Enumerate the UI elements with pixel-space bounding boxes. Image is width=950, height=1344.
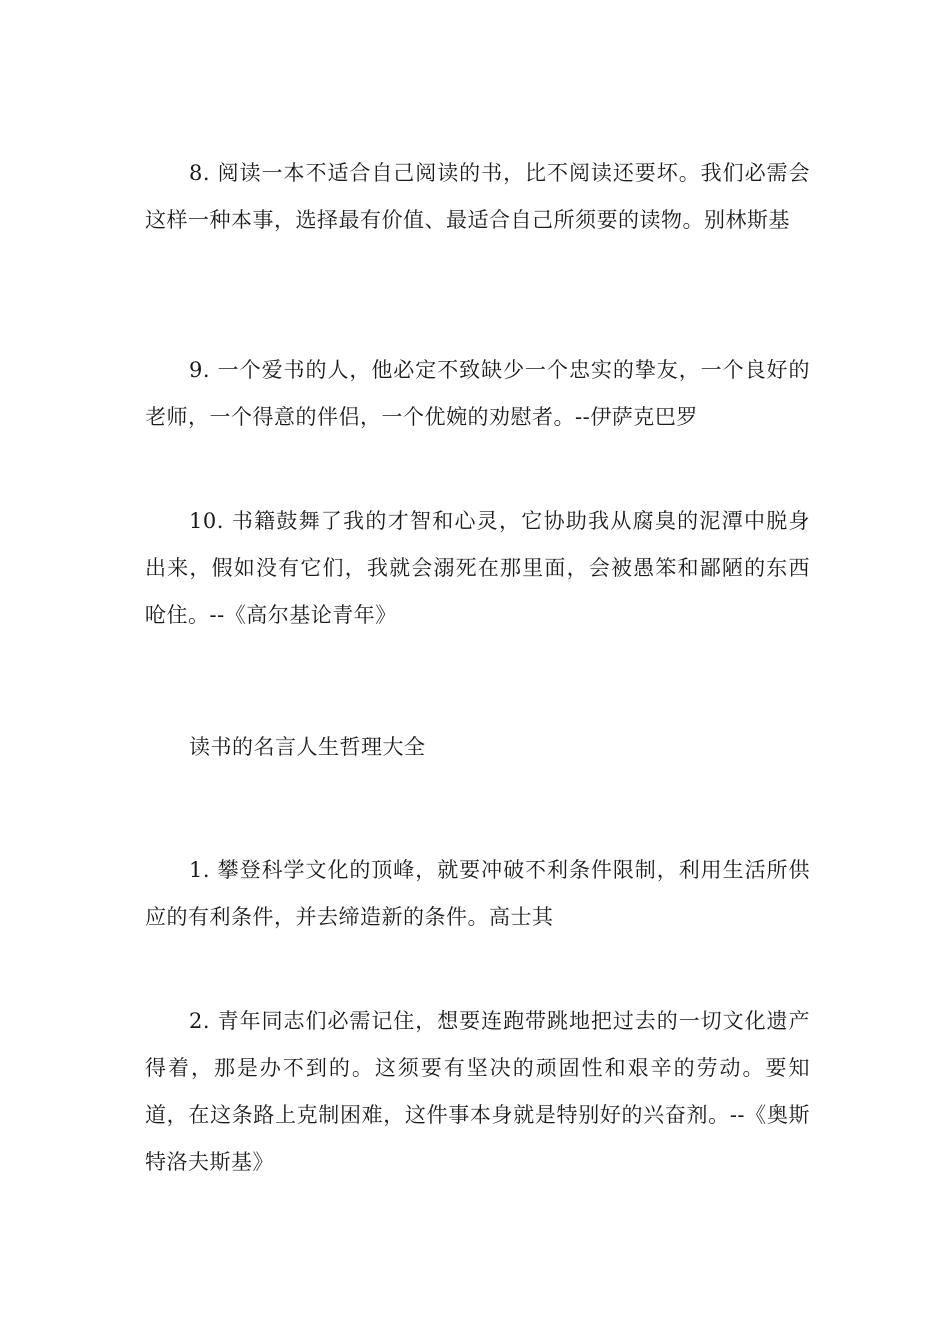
quote-paragraph-2: 2. 青年同志们必需记住，想要连跑带跳地把过去的一切文化遗产得着，那是办不到的。这须要有坚决的顽固性和艰辛的劳动。要知道，在这条路上克制困难，这件事本身就是特别好的兴奋剂。--《奥斯特洛夫斯基》 (145, 1009, 810, 1174)
quote-paragraph-8: 8. 阅读一本不适合自己阅读的书，比不阅读还要坏。我们必需会这样一种本事，选择最有价值、最适合自己所须要的读物。别林斯基 (145, 161, 810, 232)
quote-paragraph-1: 1. 攀登科学文化的顶峰，就要冲破不利条件限制，利用生活所供应的有利条件，并去缔造新的条件。高士其 (145, 858, 810, 929)
section-heading: 读书的名言人生哲理大全 (189, 735, 426, 759)
quote-paragraph-9: 9. 一个爱书的人，他必定不致缺少一个忠实的挚友，一个良好的老师，一个得意的伴侣，一个优婉的劝慰者。--伊萨克巴罗 (145, 358, 810, 429)
quote-paragraph-10: 10. 书籍鼓舞了我的才智和心灵，它协助我从腐臭的泥潭中脱身出来，假如没有它们，我就会溺死在那里面，会被愚笨和鄙陋的东西呛住。--《高尔基论青年》 (145, 509, 810, 627)
